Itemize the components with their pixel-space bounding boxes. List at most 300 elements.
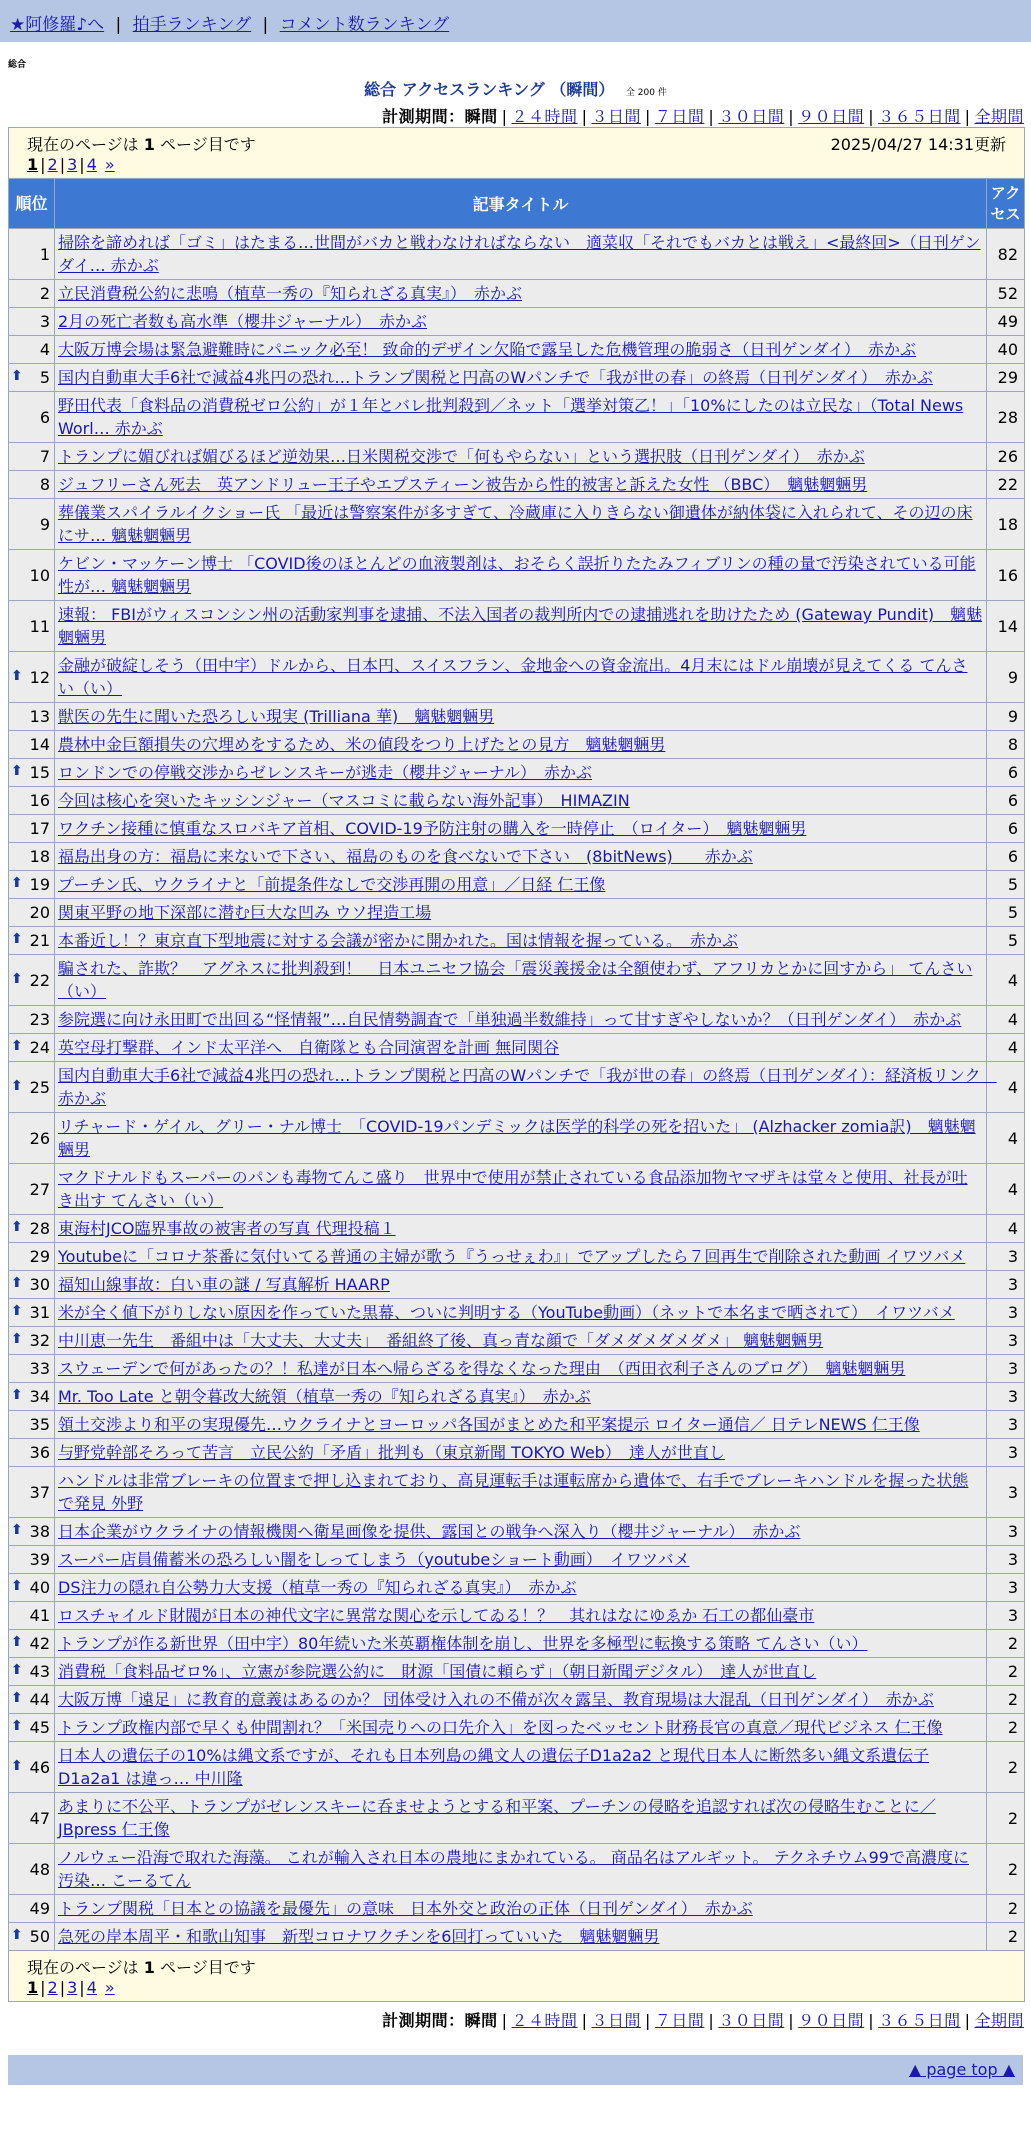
access-count: 4 xyxy=(986,1215,1024,1243)
rank-number: 13 xyxy=(29,707,50,726)
pager-separator: | xyxy=(79,1978,85,1997)
table-row xyxy=(9,1355,1025,1383)
rank-cell xyxy=(9,652,55,703)
rank-cell xyxy=(9,499,55,550)
access-count: 2 xyxy=(986,1844,1024,1895)
rank-cell xyxy=(9,787,55,815)
title-cell xyxy=(55,1006,987,1034)
access-count: 28 xyxy=(986,392,1024,443)
period-link[interactable]: ９０日間 xyxy=(798,2011,865,2030)
article-title-link[interactable]: 英空母打撃群、インド太平洋へ 自衛隊とも合同演習を計画 無同関谷 xyxy=(58,1038,560,1057)
rank-number: 31 xyxy=(29,1303,50,1322)
access-count: 26 xyxy=(986,443,1024,471)
table-row xyxy=(9,1113,1025,1164)
period-selector xyxy=(0,104,1031,127)
rank-up-arrow-icon: ⬆ xyxy=(11,1718,23,1734)
pager-link[interactable]: 3 xyxy=(67,1978,78,1997)
table-row xyxy=(9,1215,1025,1243)
period-link[interactable]: ３０日間 xyxy=(718,107,785,126)
access-count: 5 xyxy=(986,927,1024,955)
rank-cell xyxy=(9,843,55,871)
article-title-link[interactable]: 大阪万博「遠足」に教育的意義はあるのか？ 団体受け入れの不備が次々露呈、教育現場は大混乱（日刊ゲンダイ） 赤かぶ xyxy=(58,1690,934,1709)
period-current: 瞬間 xyxy=(464,107,498,126)
access-count: 2 xyxy=(986,1895,1024,1923)
top-nav-bar xyxy=(0,0,1031,42)
rank-number: 6 xyxy=(39,407,50,427)
article-title-link[interactable]: 葬儀業スパイラルイクショー氏 「最近は警察案件が多すぎて、冷蔵庫に入りきらない御遺体が納体袋に入れられて、その辺の床にサ… 魑魅魍魎男 xyxy=(58,503,973,545)
title-cell xyxy=(55,652,987,703)
rank-number: 17 xyxy=(29,819,50,838)
title-cell xyxy=(55,1844,987,1895)
period-link[interactable]: 全期間 xyxy=(974,2011,1024,2030)
rank-up-arrow-icon: ⬆ xyxy=(11,1690,23,1706)
rank-up-arrow-icon: ⬆ xyxy=(11,1578,23,1594)
access-count: 4 xyxy=(986,1034,1024,1062)
rank-number: 3 xyxy=(39,312,50,331)
title-cell xyxy=(55,1923,987,1951)
updated-timestamp: 2025/04/27 14:31更新 xyxy=(830,135,1006,154)
title-cell xyxy=(55,1062,997,1113)
title-cell xyxy=(55,815,987,843)
rank-number: 12 xyxy=(29,667,50,687)
title-cell xyxy=(55,1327,987,1355)
title-cell xyxy=(55,336,987,364)
title-cell xyxy=(55,787,987,815)
rank-number: 38 xyxy=(29,1522,50,1541)
rank-cell xyxy=(9,1271,55,1299)
title-cell xyxy=(55,1034,987,1062)
table-row xyxy=(9,364,1025,392)
article-title-link[interactable]: スウェーデンで何があったの？！私達が日本へ帰らざるを得なくなった理由 （西田衣利子さんのブログ） 魑魅魍魎男 xyxy=(58,1359,906,1378)
period-separator: | xyxy=(868,2011,875,2030)
table-row xyxy=(9,1793,1025,1844)
rank-cell xyxy=(9,1602,55,1630)
article-title-link[interactable]: あまりに不公平、トランプがゼレンスキーに呑ませようとする和平案、プーチンの侵略を追認すれば次の侵略生むことに／JBpress 仁王像 xyxy=(58,1797,936,1839)
table-row xyxy=(9,652,1025,703)
period-link[interactable]: ３０日間 xyxy=(718,2011,785,2030)
article-title-link[interactable]: ハンドルは非常ブレーキの位置まで押し込まれており、高見運転手は運転席から遺体で、右手でブレーキハンドルを握った状態で発見 外野 xyxy=(58,1471,969,1513)
article-title-link[interactable]: 本番近し！？東京直下型地震に対する会議が密かに開かれた。国は情報を握っている。 赤かぶ xyxy=(58,931,739,950)
article-title-link[interactable]: トランプが作る新世界（田中宇）80年続いた米英覇権体制を崩し、世界を多極型に転換する策略 てんさい（い） xyxy=(58,1634,868,1653)
period-link[interactable]: ７日間 xyxy=(654,107,705,126)
table-row xyxy=(9,1034,1025,1062)
title-cell xyxy=(55,1299,987,1327)
rank-number: 43 xyxy=(29,1662,50,1681)
article-title-link[interactable]: ジュフリーさん死去 英アンドリュー王子やエプスティーン被告から性的被害と訴えた女性 （BBC） 魑魅魍魎男 xyxy=(58,475,868,494)
period-separator: | xyxy=(644,107,651,126)
article-title-link[interactable]: スーパー店員備蓄米の恐ろしい闇をしってしまう（youtubeショート動画） イワツバメ xyxy=(58,1550,690,1569)
table-row xyxy=(9,1923,1025,1951)
access-count: 6 xyxy=(986,843,1024,871)
table-row xyxy=(9,471,1025,499)
rank-cell xyxy=(9,392,55,443)
table-row xyxy=(9,899,1025,927)
rank-cell xyxy=(9,550,55,601)
access-count: 22 xyxy=(986,471,1024,499)
rank-number: 10 xyxy=(29,565,50,585)
table-row xyxy=(9,308,1025,336)
article-title-link[interactable]: 福島出身の方：福島に来ないで下さい、福島のものを食べないで下さい (8bitNews) 赤かぶ xyxy=(58,847,753,866)
article-title-link[interactable]: 国内自動車大手6社で減益4兆円の恐れ…トランプ関税と円高のWパンチで「我が世の春」の終焉（日刊ゲンダイ） 赤かぶ xyxy=(58,368,933,387)
table-row xyxy=(9,1895,1025,1923)
table-row xyxy=(9,1844,1025,1895)
period-separator: | xyxy=(644,2011,651,2030)
access-count: 3 xyxy=(986,1355,1024,1383)
access-count: 3 xyxy=(986,1518,1024,1546)
access-count: 2 xyxy=(986,1686,1024,1714)
period-link[interactable]: ２４時間 xyxy=(511,107,578,126)
current-page-text xyxy=(27,132,256,155)
pager-link[interactable]: 4 xyxy=(86,155,97,174)
access-count: 4 xyxy=(986,1062,1024,1113)
article-title-link[interactable]: ロスチャイルド財閥が日本の神代文字に異常な関心を示してゐる！？ 其れはなにゆゑか 石工の都仙臺市 xyxy=(58,1606,815,1625)
rank-number: 14 xyxy=(29,735,50,754)
rank-cell xyxy=(9,1327,55,1355)
access-count: 3 xyxy=(986,1574,1024,1602)
rank-cell xyxy=(9,336,55,364)
rank-cell xyxy=(9,1006,55,1034)
access-count: 3 xyxy=(986,1411,1024,1439)
title-cell xyxy=(55,1243,987,1271)
rank-up-arrow-icon: ⬆ xyxy=(11,970,23,987)
title-cell xyxy=(55,899,987,927)
access-count: 2 xyxy=(986,1742,1024,1793)
access-count: 40 xyxy=(986,336,1024,364)
title-cell xyxy=(55,364,987,392)
rank-cell xyxy=(9,1355,55,1383)
article-title-link[interactable]: 中川恵一先生 番組中は「大丈夫、大丈夫」 番組終了後、真っ青な顔で「ダメダメダメダメ」 魑魅魍魎男 xyxy=(58,1331,824,1350)
title-cell xyxy=(55,308,987,336)
title-cell xyxy=(55,280,987,308)
table-row xyxy=(9,703,1025,731)
rank-up-arrow-icon: ⬆ xyxy=(11,1387,23,1403)
rank-number: 8 xyxy=(39,475,50,494)
period-link[interactable]: ３日間 xyxy=(591,107,641,126)
rank-cell xyxy=(9,364,55,392)
title-cell xyxy=(55,1742,987,1793)
access-count: 2 xyxy=(986,1923,1024,1951)
period-separator: | xyxy=(708,107,715,126)
period-link[interactable]: ９０日間 xyxy=(798,107,865,126)
table-row xyxy=(9,1467,1025,1518)
rank-cell xyxy=(9,280,55,308)
rank-number: 50 xyxy=(29,1927,50,1946)
article-title-link[interactable]: 福知山線事故：白い車の謎 / 写真解析 HAARP xyxy=(58,1275,390,1294)
pager-separator: | xyxy=(59,155,66,174)
table-row xyxy=(9,1518,1025,1546)
current-page-text-bottom xyxy=(27,1955,1006,1978)
page-info-bottom xyxy=(9,1951,1025,2002)
rank-cell xyxy=(9,1411,55,1439)
access-count: 18 xyxy=(986,499,1024,550)
access-count: 6 xyxy=(986,787,1024,815)
pager-link[interactable]: 2 xyxy=(47,155,58,174)
article-title-link[interactable]: 消費税「食料品ゼロ%」、立憲が参院選公約に 財源「国債に頼らず」（朝日新聞デジタル） 達人が世直し xyxy=(58,1662,817,1681)
clap-ranking-link[interactable]: 拍手ランキング xyxy=(132,15,252,35)
rank-cell xyxy=(9,1844,55,1895)
rank-cell xyxy=(9,731,55,759)
title-cell xyxy=(55,471,987,499)
rank-cell xyxy=(9,1686,55,1714)
access-count: 4 xyxy=(986,1164,1024,1215)
rank-number: 27 xyxy=(29,1179,50,1199)
rank-number: 36 xyxy=(29,1443,50,1462)
article-title-link[interactable]: 与野党幹部そろって苦言 立民公約「矛盾」批判も（東京新聞 TOKYO Web） 達人が世直し xyxy=(58,1443,725,1462)
table-row xyxy=(9,1439,1025,1467)
title-cell xyxy=(55,499,987,550)
rank-cell xyxy=(9,1467,55,1518)
rank-number: 30 xyxy=(29,1275,50,1294)
article-title-link[interactable]: 騙された、詐欺？ アグネスに批判殺到！ 日本ユニセフ協会「震災義援金は全額使わず、アフリカとかに回すから」 てんさい（い） xyxy=(58,959,973,1001)
article-title-link[interactable]: 参院選に向け永田町で出回る“怪情報”…自民情勢調査で「単独過半数維持」って甘すぎやしないか？（日刊ゲンダイ） 赤かぶ xyxy=(58,1010,962,1029)
access-count: 29 xyxy=(986,364,1024,392)
article-title-link[interactable]: Mr. Too Late と朝令暮改大統領（植草一秀の『知られざる真実』） 赤かぶ xyxy=(58,1387,591,1406)
rank-cell xyxy=(9,229,55,280)
article-title-link[interactable]: 2月の死亡者数も高水準（櫻井ジャーナル） 赤かぶ xyxy=(58,312,428,331)
article-title-link[interactable]: 掃除を諦めれば「ゴミ」はたまる…世間がバカと戦わなければならない 適菜収「それでもバカとは戦え」<最終回>（日刊ゲンダイ… 赤かぶ xyxy=(58,233,981,275)
title-cell xyxy=(55,731,987,759)
title-cell xyxy=(55,955,987,1006)
rank-cell xyxy=(9,955,55,1006)
article-title-link[interactable]: トランプ関税「日本との協議を最優先」の意味 日本外交と政治の正体（日刊ゲンダイ） 赤かぶ xyxy=(58,1899,753,1918)
article-title-link[interactable]: 立民消費税公約に悲鳴（植草一秀の『知られざる真実』） 赤かぶ xyxy=(58,284,523,303)
article-title-link[interactable]: 速報： FBIがウィスコンシン州の活動家判事を逮捕、不法入国者の裁判所内での逮捕逃れを助けたため (Gateway Pundit) 魑魅魍魎男 xyxy=(58,605,983,647)
table-row xyxy=(9,1574,1025,1602)
rank-up-arrow-icon: ⬆ xyxy=(11,368,23,384)
rank-cell xyxy=(9,1546,55,1574)
period-current: 瞬間 xyxy=(464,2011,498,2030)
pager-link[interactable]: 4 xyxy=(86,1978,97,1997)
rank-up-arrow-icon: ⬆ xyxy=(11,1522,23,1538)
title-cell xyxy=(55,1439,987,1467)
table-row xyxy=(9,229,1025,280)
pager-link[interactable]: 3 xyxy=(67,155,78,174)
table-row xyxy=(9,731,1025,759)
home-link[interactable]: ★阿修羅♪へ xyxy=(10,15,105,35)
page-prefix: 現在のページは xyxy=(27,135,139,154)
article-title-link[interactable]: ノルウェー沿海で取れた海藻。 これが輸入され日本の農地にまかれている。 商品名はアルギット。 テクネチウム99で高濃度に汚染… こーるてん xyxy=(58,1848,969,1890)
rank-up-arrow-icon: ⬆ xyxy=(11,1331,23,1347)
table-row xyxy=(9,955,1025,1006)
rank-cell xyxy=(9,1518,55,1546)
article-title-link[interactable]: トランプに媚びれば媚びるほど逆効果…日米関税交渉で「何もやらない」という選択肢（日刊ゲンダイ） 赤かぶ xyxy=(58,447,865,466)
article-title-link[interactable]: トランプ政権内部で早くも仲間割れ？「米国売りへの口先介入」を図ったベッセント財務長官の真意／現代ビジネス 仁王像 xyxy=(58,1718,943,1737)
period-link[interactable]: ３６５日間 xyxy=(878,107,961,126)
rank-cell xyxy=(9,1574,55,1602)
access-count: 2 xyxy=(986,1658,1024,1686)
column-header-access: アクセス xyxy=(986,179,1024,229)
article-title-link[interactable]: 農林中金巨額損失の穴埋めをするため、米の値段をつり上げたとの見方 魑魅魍魎男 xyxy=(58,735,666,754)
access-count: 3 xyxy=(986,1439,1024,1467)
article-title-link[interactable]: 関東平野の地下深部に潜む巨大な凹み ウソ捏造工場 xyxy=(58,903,432,922)
rank-number: 15 xyxy=(29,763,50,782)
title-cell xyxy=(55,1518,987,1546)
article-title-link[interactable]: 大阪万博会場は緊急避難時にパニック必至！ 致命的デザイン欠陥で露呈した危機管理の脆弱さ（日刊ゲンダイ） 赤かぶ xyxy=(58,340,917,359)
table-row xyxy=(9,550,1025,601)
rank-cell xyxy=(9,1113,55,1164)
table-row xyxy=(9,871,1025,899)
table-row xyxy=(9,1602,1025,1630)
table-row xyxy=(9,392,1025,443)
rank-cell xyxy=(9,1215,55,1243)
rank-number: 24 xyxy=(29,1038,50,1057)
title-cell xyxy=(55,1355,987,1383)
pager-separator: | xyxy=(79,155,85,174)
article-title-link[interactable]: 日本人の遺伝子の10%は縄文系ですが、それも日本列島の縄文人の遺伝子D1a2a2 と現代日本人に断然多い縄文系遺伝子D1a2a1 は違っ… 中川隆 xyxy=(58,1746,930,1788)
period-link[interactable]: ３６５日間 xyxy=(878,2011,961,2030)
access-count: 4 xyxy=(986,955,1024,1006)
access-count: 6 xyxy=(986,815,1024,843)
access-count: 9 xyxy=(986,652,1024,703)
rank-cell xyxy=(9,703,55,731)
comment-ranking-link[interactable]: コメント数ランキング xyxy=(279,15,450,35)
article-title-link[interactable]: 野田代表「食料品の消費税ゼロ公約」が１年とバレ批判殺到／ネット「選挙対策乙！」「10%にしたのは立民な」（Total News Worl… 赤かぶ xyxy=(58,396,964,438)
rank-number: 46 xyxy=(29,1757,50,1777)
article-title-link[interactable]: 獣医の先生に聞いた恐ろしい現実 (Trilliana 華) 魑魅魍魎男 xyxy=(58,707,495,726)
period-separator: | xyxy=(501,107,508,126)
table-row xyxy=(9,336,1025,364)
rank-number: 32 xyxy=(29,1331,50,1350)
rank-number: 19 xyxy=(29,875,50,894)
table-row xyxy=(9,280,1025,308)
access-count: 3 xyxy=(986,1602,1024,1630)
title-cell xyxy=(55,843,987,871)
title-cell xyxy=(55,601,987,652)
table-row xyxy=(9,1271,1025,1299)
access-count: 9 xyxy=(986,703,1024,731)
title-cell xyxy=(55,1467,987,1518)
period-separator: | xyxy=(868,107,875,126)
rank-cell xyxy=(9,1243,55,1271)
rank-up-arrow-icon: ⬆ xyxy=(11,1303,23,1319)
page-top-link[interactable]: ▲ page top ▲ xyxy=(908,2060,1015,2079)
access-count: 4 xyxy=(986,1006,1024,1034)
pager-current: 1 xyxy=(27,1978,39,1997)
pager-link[interactable]: 2 xyxy=(47,1978,58,1997)
rank-number: 49 xyxy=(29,1899,50,1918)
title-cell xyxy=(55,229,987,280)
rank-number: 34 xyxy=(29,1387,50,1406)
rank-number: 21 xyxy=(29,931,50,950)
rank-number: 22 xyxy=(29,970,50,990)
rank-number: 2 xyxy=(39,284,50,303)
title-cell xyxy=(55,1630,987,1658)
rank-cell xyxy=(9,815,55,843)
rank-number: 47 xyxy=(29,1808,50,1828)
article-title-link[interactable]: 日本企業がウクライナの情報機関へ衛星画像を提供、露国との戦争へ深入り（櫻井ジャーナル） 赤かぶ xyxy=(58,1522,801,1541)
rank-cell xyxy=(9,1299,55,1327)
article-title-link[interactable]: 金融が破綻しそう（田中宇）ドルから、日本円、スイスフラン、金地金への資金流出。4月末にはドル崩壊が見えてくる てんさい（い） xyxy=(58,656,968,698)
table-row xyxy=(9,443,1025,471)
access-count: 16 xyxy=(986,550,1024,601)
article-title-link[interactable]: 国内自動車大手6社で減益4兆円の恐れ…トランプ関税と円高のWパンチで「我が世の春」の終焉（日刊ゲンダイ）：経済板リンク 赤かぶ xyxy=(58,1066,997,1108)
page-suffix: ページ目です xyxy=(160,135,256,154)
rank-up-arrow-icon: ⬆ xyxy=(11,1038,23,1054)
article-title-link[interactable]: ケビン・マッケーン博士 「COVID後のほとんどの血液製剤は、おそらく誤折りたたみフィブリンの種の量で汚染されている可能性が… 魑魅魍魎男 xyxy=(58,554,976,596)
page-title-text: 総合 アクセスランキング （瞬間） xyxy=(364,80,615,99)
access-count: 82 xyxy=(986,229,1024,280)
rank-cell xyxy=(9,871,55,899)
pager-separator: | xyxy=(40,155,46,174)
access-count: 3 xyxy=(986,1327,1024,1355)
pager-next-link[interactable]: » xyxy=(104,155,115,174)
article-title-link[interactable]: ワクチン接種に慎重なスロバキア首相、COVID-19予防注射の購入を一時停止 （ロイター） 魑魅魍魎男 xyxy=(58,819,807,838)
article-title-link[interactable]: ロンドンでの停戦交渉からゼレンスキーが逃走（櫻井ジャーナル） 赤かぶ xyxy=(58,763,593,782)
page-number: 1 xyxy=(143,1958,155,1977)
period-separator: | xyxy=(581,107,588,126)
title-cell xyxy=(55,550,987,601)
article-title-link[interactable]: 東海村JCO臨界事故の被害者の写真 代理投稿１ xyxy=(58,1219,396,1238)
access-count: 14 xyxy=(986,601,1024,652)
pager-next-link[interactable]: » xyxy=(104,1978,115,1997)
rank-number: 7 xyxy=(39,447,50,466)
article-title-link[interactable]: プーチン氏、ウクライナと「前提条件なしで交渉再開の用意」／日経 仁王像 xyxy=(58,875,606,894)
table-row xyxy=(9,601,1025,652)
article-title-link[interactable]: 領土交渉より和平の実現優先…ウクライナとヨーロッパ各国がまとめた和平案提示 ロイター通信／ 日テレNEWS 仁王像 xyxy=(58,1415,920,1434)
rank-number: 35 xyxy=(29,1415,50,1434)
pager-current: 1 xyxy=(27,155,39,174)
total-count: 全 200 件 xyxy=(625,88,667,98)
footer-bar xyxy=(8,2055,1023,2085)
page-info xyxy=(9,128,1025,179)
rank-number: 25 xyxy=(29,1077,50,1097)
table-row xyxy=(9,843,1025,871)
title-cell xyxy=(55,1113,987,1164)
access-count: 49 xyxy=(986,308,1024,336)
access-count: 4 xyxy=(986,1113,1024,1164)
rank-number: 42 xyxy=(29,1634,50,1653)
table-row xyxy=(9,1630,1025,1658)
rank-cell xyxy=(9,1742,55,1793)
period-link[interactable]: ７日間 xyxy=(654,2011,705,2030)
article-title-link[interactable]: リチャード・ゲイル、グリー・ナル博士 「COVID-19パンデミックは医学的科学の死を招いた」 (Alzhacker zomia訳) 魑魅魍魎男 xyxy=(58,1117,976,1159)
title-cell xyxy=(55,1383,987,1411)
article-title-link[interactable]: Youtubeに「コロナ茶番に気付いてる普通の主婦が歌う『うっせぇわ』」でアップしたら７回再生で削除された動画 イワツバメ xyxy=(58,1247,966,1266)
rank-cell xyxy=(9,443,55,471)
access-count: 2 xyxy=(986,1630,1024,1658)
access-count: 5 xyxy=(986,871,1024,899)
access-count: 6 xyxy=(986,759,1024,787)
period-link[interactable]: ３日間 xyxy=(591,2011,641,2030)
title-cell xyxy=(55,1271,987,1299)
access-count: 2 xyxy=(986,1714,1024,1742)
rank-up-arrow-icon: ⬆ xyxy=(11,1927,23,1943)
rank-number: 26 xyxy=(29,1128,50,1148)
table-row xyxy=(9,1742,1025,1793)
rank-number: 1 xyxy=(39,244,50,264)
rank-cell xyxy=(9,927,55,955)
period-separator: | xyxy=(708,2011,715,2030)
article-title-link[interactable]: マクドナルドもスーパーのパンも毒物てんこ盛り 世界中で使用が禁止されている食品添加物ヤマザキは堂々と使用、社長が吐き出す てんさい（い） xyxy=(58,1168,968,1210)
article-title-link[interactable]: 今回は核心を突いたキッシンジャー（マスコミに載らない海外記事） HIMAZIN xyxy=(58,791,630,810)
column-header-rank: 順位 xyxy=(9,179,55,229)
access-count: 3 xyxy=(986,1383,1024,1411)
table-row xyxy=(9,927,1025,955)
page-title xyxy=(0,77,1031,100)
article-title-link[interactable]: 急死の岸本周平・和歌山知事 新型コロナワクチンを6回打っていいた 魑魅魍魎男 xyxy=(58,1927,660,1946)
article-title-link[interactable]: 米が全く値下がりしない原因を作っていた黒幕、ついに判明する（YouTube動画）（ネットで本名まで晒されて） イワツバメ xyxy=(58,1303,955,1322)
period-link[interactable]: ２４時間 xyxy=(511,2011,578,2030)
column-header-title: 記事タイトル xyxy=(55,179,987,229)
period-separator: | xyxy=(964,2011,971,2030)
period-link[interactable]: 全期間 xyxy=(974,107,1024,126)
page-number: 1 xyxy=(143,135,155,154)
title-cell xyxy=(55,1411,987,1439)
ranking-table xyxy=(8,127,1025,2002)
rank-number: 40 xyxy=(29,1578,50,1597)
rank-number: 9 xyxy=(39,514,50,534)
article-title-link[interactable]: DS注力の隠れ自公勢力大支援（植草一秀の『知られざる真実』） 赤かぶ xyxy=(58,1578,577,1597)
